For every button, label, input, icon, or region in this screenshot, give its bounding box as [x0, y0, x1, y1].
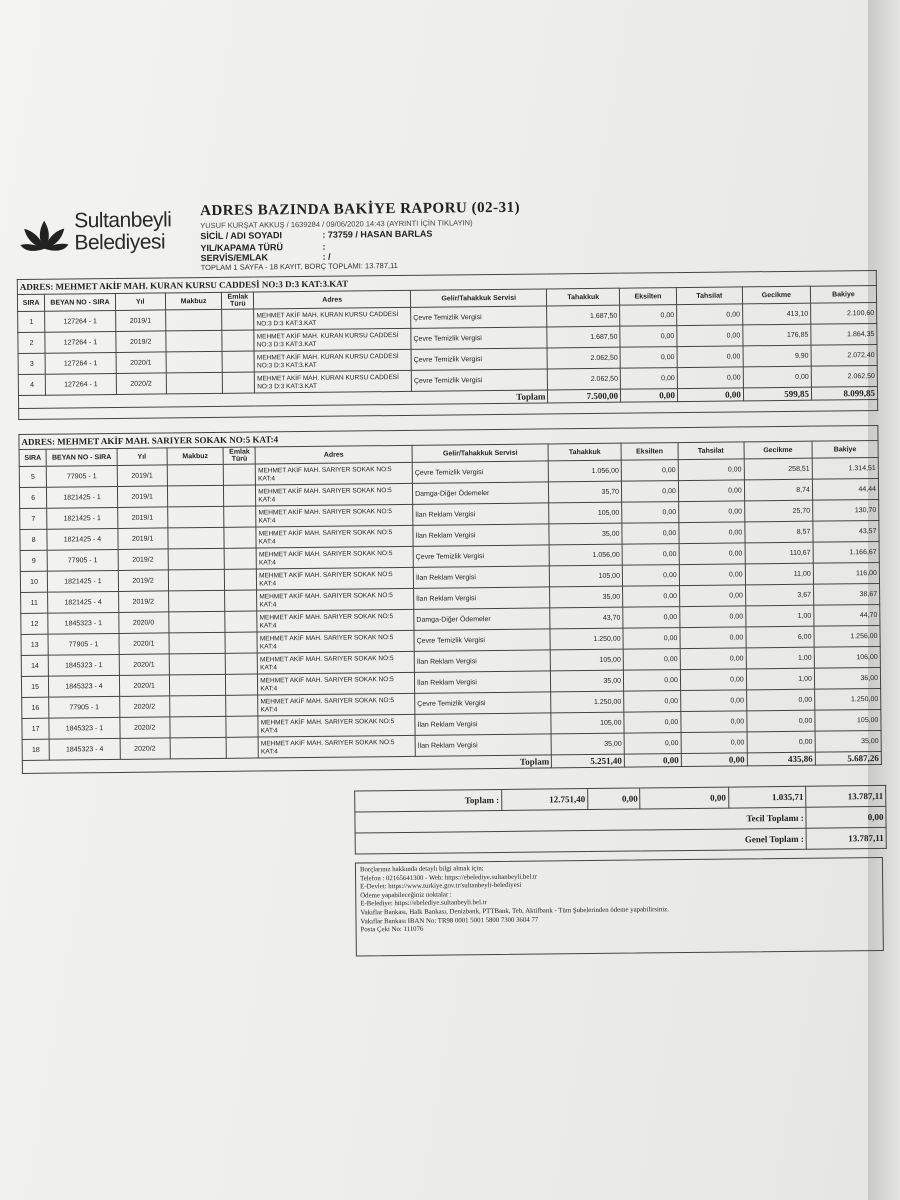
servis-value: : /: [322, 251, 331, 262]
cell-adres: MEHMET AKİF MAH. SARIYER SOKAK NO:5 KAT:4: [255, 462, 412, 485]
cell-gelir: Çevre Temizlik Vergisi: [411, 306, 548, 328]
cell-tahakkuk: 43,70: [550, 607, 623, 629]
cell-tahakkuk: 2.062,50: [547, 347, 620, 369]
column-header-makbuz: Makbuz: [167, 447, 224, 465]
cell-makbuz: [168, 611, 225, 633]
municipality-logo: [18, 209, 189, 261]
cell-gecikme: 0,00: [747, 710, 815, 732]
cell-gelir: İlan Reklam Vergisi: [413, 503, 550, 525]
cell-tahsilat: 0,00: [678, 459, 744, 481]
cell-beyan: 1845323 - 1: [48, 612, 119, 634]
cell-tahakkuk: 1.250,00: [550, 628, 623, 650]
logo-subtitle: Belediyesi: [74, 230, 166, 255]
cell-beyan: 77905 - 1: [47, 549, 118, 571]
summary-eksilten: 0,00: [588, 788, 641, 810]
column-header-tahakkuk: Tahakkuk: [547, 288, 620, 306]
cell-bakiye: 2.062,50: [811, 365, 877, 387]
sicil-row: [200, 228, 433, 242]
cell-tahakkuk: 105,00: [551, 649, 624, 671]
cell-tahakkuk: 105,00: [550, 565, 623, 587]
cell-eksilten: 0,00: [623, 649, 680, 671]
cell-tahsilat: 0,00: [680, 627, 746, 649]
cell-tahsilat: 0,00: [678, 501, 744, 523]
cell-gecikme: 1,00: [746, 647, 814, 669]
column-header-beyan: BEYAN NO - SIRA: [46, 448, 117, 466]
section-total-label: Toplam: [22, 755, 551, 774]
column-header-gelir: Gelir/Tahakkuk Servisi: [410, 289, 546, 307]
cell-makbuz: [167, 485, 224, 507]
cell-bakiye: 44,70: [814, 604, 880, 626]
cell-bakiye: 1.864,35: [811, 323, 877, 345]
cell-sira: 18: [22, 739, 49, 760]
cell-bakiye: 130,70: [813, 499, 879, 521]
cell-eksilten: 0,00: [623, 586, 680, 608]
cell-eksilten: 0,00: [621, 460, 678, 482]
cell-bakiye: 105,00: [815, 709, 881, 731]
column-header-eksilten: Eksilten: [619, 288, 676, 306]
cell-tahsilat: 0,00: [677, 325, 743, 347]
cell-tahsilat: 0,00: [679, 564, 745, 586]
cell-emlak: [225, 611, 257, 632]
cell-adres: MEHMET AKİF MAH. SARIYER SOKAK NO:5 KAT:4: [257, 567, 414, 590]
address-section-table: [17, 270, 878, 409]
cell-makbuz: [169, 695, 226, 717]
cell-beyan: 1845323 - 4: [49, 675, 120, 697]
cell-bakiye: 36,00: [814, 667, 880, 689]
cell-bakiye: 38,67: [813, 583, 879, 605]
sicil-value: : 73759 / HASAN BARLAS: [322, 228, 433, 240]
column-header-tahakkuk: Tahakkuk: [548, 443, 621, 461]
cell-adres: MEHMET AKİF MAH. SARIYER SOKAK NO:5 KAT:4: [257, 609, 414, 632]
cell-gelir: Çevre Temizlik Vergisi: [412, 461, 549, 483]
column-header-bakiye: Bakiye: [812, 440, 878, 458]
cell-gecikme: 258,51: [744, 458, 812, 480]
summary-tahakkuk: 12.751,40: [502, 789, 588, 811]
cell-yil: 2019/1: [115, 310, 165, 332]
cell-makbuz: [170, 716, 227, 738]
cell-emlak: [224, 464, 256, 485]
cell-yil: 2019/1: [118, 528, 168, 550]
column-header-adres: Adres: [254, 290, 411, 309]
cell-gelir: Damga-Diğer Ödemeler: [414, 608, 551, 630]
cell-emlak: [226, 695, 258, 716]
cell-eksilten: 0,00: [621, 481, 678, 503]
contact-line: E-Belediye: https://ebelediye.sultanbeyli.bel.tr: [360, 899, 487, 908]
column-header-adres: Adres: [255, 445, 412, 464]
tecil-value: 0,00: [806, 806, 886, 828]
cell-beyan: 1821425 - 1: [48, 570, 119, 592]
cell-yil: 2020/1: [119, 654, 169, 676]
cell-yil: 2019/2: [118, 570, 168, 592]
cell-eksilten: 0,00: [623, 670, 680, 692]
column-header-makbuz: Makbuz: [165, 292, 222, 310]
cell-gelir: İlan Reklam Vergisi: [415, 713, 552, 735]
tulip-icon: [18, 216, 70, 259]
column-header-sira: SIRA: [17, 294, 44, 311]
section-total-gecikme: 435,86: [747, 752, 815, 766]
cell-yil: 2019/1: [117, 486, 167, 508]
cell-sira: 15: [21, 676, 48, 697]
section-total-tahakkuk: 7.500,00: [548, 389, 621, 403]
report-meta-text: YUSUF KURŞAT AKKUŞ / 1639284 / 09/06/2020 14:43: [200, 219, 385, 231]
contact-line: Posta Çeki No: 111076: [360, 925, 424, 934]
section-total-gecikme: 599,85: [743, 387, 811, 401]
summary-table: [354, 785, 887, 855]
genel-row: [355, 827, 886, 854]
report-document: [16, 196, 884, 960]
cell-makbuz: [166, 372, 223, 394]
cell-sira: 13: [21, 634, 48, 655]
cell-eksilten: 0,00: [620, 305, 677, 327]
cell-adres: MEHMET AKİF MAH. SARIYER SOKAK NO:5 KAT:4: [258, 714, 415, 737]
cell-emlak: [225, 569, 257, 590]
contact-line: Ödeme yapabileceğiniz noktalar :: [360, 891, 452, 900]
cell-adres: MEHMET AKİF MAH. SARIYER SOKAK NO:5 KAT:4: [258, 672, 415, 695]
cell-bakiye: 2.100,60: [811, 302, 877, 324]
cell-tahakkuk: 1.056,00: [549, 544, 622, 566]
cell-makbuz: [168, 548, 225, 570]
cell-makbuz: [168, 590, 225, 612]
summary-gecikme: 1.035,71: [728, 786, 806, 808]
cell-tahsilat: 0,00: [681, 732, 747, 754]
cell-gelir: İlan Reklam Vergisi: [414, 650, 551, 672]
section-total-tahsilat: 0,00: [681, 753, 747, 767]
cell-emlak: [224, 506, 256, 527]
cell-sira: 4: [18, 374, 45, 395]
yil-row: [200, 241, 326, 254]
column-header-tahsilat: Tahsilat: [676, 287, 742, 305]
cell-tahakkuk: 1.687,50: [547, 326, 620, 348]
cell-emlak: [226, 653, 258, 674]
cell-yil: 2020/2: [116, 373, 166, 395]
column-header-emlak: Emlak Türü: [222, 292, 254, 309]
logo-name: Sultanbeyli: [74, 208, 172, 233]
genel-value: 13.787,11: [806, 827, 886, 849]
cell-gelir: Çevre Temizlik Vergisi: [413, 545, 550, 567]
cell-makbuz: [170, 737, 227, 759]
cell-adres: MEHMET AKİF MAH. SARIYER SOKAK NO:5 KAT:4: [256, 525, 413, 548]
cell-tahsilat: 0,00: [679, 585, 745, 607]
cell-sira: 7: [20, 508, 47, 529]
contact-line: Vakıflar Bankası, Halk Bankası, Denizbank, PTTBank, Teb, Aktifbank - Tüm Şubelerinden ödeme yapabilirsiniz.: [360, 906, 669, 917]
section-total-label: Toplam: [18, 390, 547, 409]
cell-gecikme: 0,00: [747, 731, 815, 753]
yil-value: :: [322, 241, 326, 252]
cell-adres: MEHMET AKİF MAH. KURAN KURSU CADDESİ NO:3 D:3 KAT:3.KAT: [255, 370, 412, 393]
cell-gelir: İlan Reklam Vergisi: [413, 566, 550, 588]
cell-emlak: [227, 737, 259, 758]
cell-gecikme: 8,74: [744, 479, 812, 501]
cell-emlak: [223, 351, 255, 372]
cell-beyan: 1821425 - 4: [47, 528, 118, 550]
cell-bakiye: 1.166,67: [813, 541, 879, 563]
section-total-bakiye: 8.099,85: [811, 386, 877, 400]
cell-beyan: 77905 - 1: [46, 465, 117, 487]
cell-adres: MEHMET AKİF MAH. SARIYER SOKAK NO:5 KAT:4: [257, 651, 414, 674]
cell-makbuz: [169, 632, 226, 654]
cell-eksilten: 0,00: [622, 502, 679, 524]
cell-beyan: 77905 - 1: [48, 633, 119, 655]
cell-yil: 2019/1: [117, 507, 167, 529]
contact-line: Vakıflar Bankası IBAN No: TR98 0001 5001 5800 7300 3604 77: [360, 916, 539, 925]
cell-gelir: İlan Reklam Vergisi: [413, 524, 550, 546]
cell-yil: 2019/1: [117, 465, 167, 487]
column-header-gecikme: Gecikme: [742, 286, 810, 304]
cell-makbuz: [167, 464, 224, 486]
report-header: [16, 196, 877, 263]
section-total-eksilten: 0,00: [621, 389, 678, 403]
cell-tahsilat: 0,00: [680, 669, 746, 691]
cell-tahakkuk: 105,00: [549, 502, 622, 524]
cell-gecikme: 1,00: [746, 668, 814, 690]
column-header-tahsilat: Tahsilat: [678, 442, 744, 460]
cell-gelir: İlan Reklam Vergisi: [414, 587, 551, 609]
cell-gecikme: 0,00: [746, 689, 814, 711]
cell-adres: MEHMET AKİF MAH. SARIYER SOKAK NO:5 KAT:4: [257, 630, 414, 653]
column-header-gelir: Gelir/Tahakkuk Servisi: [412, 444, 548, 462]
cell-tahsilat: 0,00: [679, 543, 745, 565]
cell-beyan: 127264 - 1: [46, 373, 117, 395]
column-header-sira: SIRA: [19, 449, 46, 466]
cell-gelir: İlan Reklam Vergisi: [415, 734, 552, 756]
cell-emlak: [225, 632, 257, 653]
cell-yil: 2019/2: [118, 591, 168, 613]
cell-adres: MEHMET AKİF MAH. SARIYER SOKAK NO:5 KAT:4: [257, 588, 414, 611]
summary-bakiye: 13.787,11: [806, 785, 886, 807]
cell-gelir: Çevre Temizlik Vergisi: [411, 327, 548, 349]
cell-emlak: [224, 527, 256, 548]
cell-tahsilat: 0,00: [679, 522, 745, 544]
cell-emlak: [226, 674, 258, 695]
contact-line: Borçlarınız hakkında detaylı bilgi almak için;: [359, 865, 484, 874]
cell-beyan: 127264 - 1: [45, 310, 116, 332]
cell-beyan: 1845323 - 4: [49, 738, 120, 760]
cell-adres: MEHMET AKİF MAH. SARIYER SOKAK NO:5 KAT:4: [256, 546, 413, 569]
cell-eksilten: 0,00: [622, 565, 679, 587]
cell-yil: 2020/1: [119, 675, 169, 697]
servis-row: [200, 251, 331, 264]
cell-bakiye: 116,00: [813, 562, 879, 584]
cell-sira: 16: [22, 697, 49, 718]
cell-tahakkuk: 1.250,00: [551, 691, 624, 713]
cell-gecikme: 176,85: [743, 324, 811, 346]
summary-line: TOPLAM 1 SAYFA - 18 KAYIT, BORÇ TOPLAMI: 13.787,11: [200, 261, 398, 273]
cell-tahsilat: 0,00: [677, 367, 743, 389]
cell-eksilten: 0,00: [622, 523, 679, 545]
cell-tahsilat: 0,00: [676, 304, 742, 326]
cell-tahakkuk: 35,00: [549, 523, 622, 545]
cell-yil: 2020/2: [120, 717, 170, 739]
cell-beyan: 77905 - 1: [49, 696, 120, 718]
cell-gecikme: 8,57: [745, 521, 813, 543]
cell-tahakkuk: 35,70: [549, 481, 622, 503]
cell-makbuz: [169, 674, 226, 696]
address-section-table: [18, 425, 882, 774]
cell-eksilten: 0,00: [623, 607, 680, 629]
cell-beyan: 1821425 - 1: [47, 486, 118, 508]
cell-eksilten: 0,00: [623, 628, 680, 650]
cell-sira: 3: [18, 353, 45, 374]
cell-makbuz: [166, 351, 223, 373]
cell-tahsilat: 0,00: [680, 648, 746, 670]
cell-tahsilat: 0,00: [681, 711, 747, 733]
cell-adres: MEHMET AKİF MAH. SARIYER SOKAK NO:5 KAT:4: [256, 483, 413, 506]
cell-bakiye: 1.256,00: [814, 625, 880, 647]
cell-gelir: Çevre Temizlik Vergisi: [411, 348, 548, 370]
cell-gelir: Damga-Diğer Ödemeler: [412, 482, 549, 504]
cell-beyan: 127264 - 1: [45, 331, 116, 353]
cell-bakiye: 43,57: [813, 520, 879, 542]
cell-adres: MEHMET AKİF MAH. SARIYER SOKAK NO:5 KAT:4: [258, 735, 415, 758]
cell-bakiye: 2.072,40: [811, 344, 877, 366]
section-total-bakiye: 5.687,26: [815, 751, 881, 765]
section-total-tahakkuk: 5.251,40: [552, 754, 625, 768]
cell-gelir: Çevre Temizlik Vergisi: [411, 369, 548, 391]
cell-adres: MEHMET AKİF MAH. KURAN KURSU CADDESİ NO:3 D:3 KAT:3.KAT: [254, 349, 411, 372]
sicil-label: SİCİL / ADI SOYADI: [200, 230, 283, 242]
cell-sira: 5: [19, 466, 46, 487]
cell-yil: 2019/2: [116, 331, 166, 353]
cell-sira: 12: [21, 613, 48, 634]
cell-eksilten: 0,00: [620, 347, 677, 369]
cell-sira: 17: [22, 718, 49, 739]
cell-gecikme: 110,67: [745, 542, 813, 564]
cell-tahakkuk: 1.056,00: [549, 460, 622, 482]
cell-bakiye: 35,00: [815, 730, 881, 752]
cell-gecikme: 9,90: [743, 345, 811, 367]
cell-eksilten: 0,00: [622, 544, 679, 566]
cell-gecikme: 413,10: [742, 303, 810, 325]
cell-tahakkuk: 105,00: [551, 712, 624, 734]
column-header-eksilten: Eksilten: [621, 443, 678, 461]
cell-makbuz: [169, 653, 226, 675]
cell-yil: 2020/2: [119, 696, 169, 718]
cell-bakiye: 44,44: [812, 478, 878, 500]
yil-label: YIL/KAPAMA TÜRÜ: [200, 242, 284, 254]
cell-eksilten: 0,00: [624, 712, 681, 734]
cell-gecikme: 25,70: [744, 500, 812, 522]
cell-tahakkuk: 1.687,50: [547, 305, 620, 327]
cell-emlak: [222, 309, 254, 330]
servis-label: SERVİS/EMLAK: [200, 252, 268, 264]
sections-container: [17, 270, 882, 774]
column-header-gecikme: Gecikme: [744, 441, 812, 459]
section-address: ADRES: MEHMET AKİF MAH. SARIYER SOKAK NO:5 KAT:4: [19, 425, 878, 449]
cell-sira: 1: [18, 311, 45, 332]
cell-yil: 2020/2: [120, 738, 170, 760]
cell-yil: 2020/1: [116, 352, 166, 374]
cell-gecikme: 0,00: [743, 366, 811, 388]
section-total-tahsilat: 0,00: [677, 388, 743, 402]
cell-makbuz: [167, 506, 224, 528]
cell-eksilten: 0,00: [620, 326, 677, 348]
cell-adres: MEHMET AKİF MAH. KURAN KURSU CADDESİ NO:3 D:3 KAT:3.KAT: [254, 307, 411, 330]
cell-adres: MEHMET AKİF MAH. SARIYER SOKAK NO:5 KAT:4: [256, 504, 413, 527]
cell-yil: 2020/1: [119, 633, 169, 655]
cell-emlak: [222, 330, 254, 351]
cell-gecikme: 11,00: [745, 563, 813, 585]
cell-yil: 2019/2: [118, 549, 168, 571]
cell-adres: MEHMET AKİF MAH. KURAN KURSU CADDESİ NO:3 D:3 KAT:3.KAT: [254, 328, 411, 351]
cell-tahsilat: 0,00: [680, 606, 746, 628]
cell-gelir: Çevre Temizlik Vergisi: [415, 692, 552, 714]
cell-gelir: İlan Reklam Vergisi: [414, 671, 551, 693]
cell-adres: MEHMET AKİF MAH. SARIYER SOKAK NO:5 KAT:4: [258, 693, 415, 716]
cell-emlak: [223, 372, 255, 393]
cell-beyan: 127264 - 1: [45, 352, 116, 374]
cell-yil: 2020/0: [118, 612, 168, 634]
cell-tahakkuk: 35,00: [550, 586, 623, 608]
cell-gecikme: 3,67: [745, 584, 813, 606]
column-header-bakiye: Bakiye: [810, 285, 876, 303]
report-title: ADRES BAZINDA BAKİYE RAPORU (02-31): [199, 199, 521, 220]
cell-emlak: [225, 590, 257, 611]
cell-eksilten: 0,00: [624, 733, 681, 755]
cell-eksilten: 0,00: [620, 368, 677, 390]
cell-tahsilat: 0,00: [677, 346, 743, 368]
cell-sira: 9: [20, 550, 47, 571]
column-header-beyan: BEYAN NO - SIRA: [45, 293, 116, 311]
cell-beyan: 1845323 - 1: [48, 654, 119, 676]
cell-bakiye: 1.250,00: [814, 688, 880, 710]
contact-info-box: [355, 857, 884, 957]
cell-makbuz: [168, 569, 225, 591]
summary-tahsilat: 0,00: [640, 787, 728, 809]
cell-sira: 6: [19, 487, 46, 508]
cell-beyan: 1845323 - 1: [49, 717, 120, 739]
details-link[interactable]: (AYRINTI İÇİN TIKLAYIN): [386, 218, 473, 229]
cell-emlak: [226, 716, 258, 737]
cell-sira: 10: [20, 571, 47, 592]
column-header-yil: Yıl: [117, 448, 167, 466]
contact-line: Telefon : 02165641300 - Web: https://ebelediye.sultanbeyli.bel.tr: [360, 873, 538, 883]
cell-bakiye: 1.314,51: [812, 457, 878, 479]
section-address: ADRES: MEHMET AKİF MAH. KURAN KURSU CADDESİ NO:3 D:3 KAT:3.KAT: [17, 270, 876, 294]
cell-makbuz: [165, 309, 222, 331]
cell-sira: 8: [20, 529, 47, 550]
cell-makbuz: [168, 527, 225, 549]
cell-sira: 11: [21, 592, 48, 613]
genel-label: Genel Toplam :: [355, 828, 806, 854]
column-header-emlak: Emlak Türü: [224, 447, 256, 464]
cell-tahsilat: 0,00: [678, 480, 744, 502]
cell-tahakkuk: 35,00: [551, 733, 624, 755]
cell-emlak: [224, 485, 256, 506]
contact-line: E-Devlet: https://www.turkiye.gov.tr/sultanbeyli-belediyesi: [360, 881, 522, 891]
cell-beyan: 1821425 - 4: [48, 591, 119, 613]
cell-eksilten: 0,00: [624, 691, 681, 713]
cell-gecikme: 6,00: [746, 626, 814, 648]
cell-makbuz: [166, 330, 223, 352]
cell-sira: 14: [21, 655, 48, 676]
cell-gelir: Çevre Temizlik Vergisi: [414, 629, 551, 651]
column-header-yil: Yıl: [115, 293, 165, 311]
section-total-eksilten: 0,00: [624, 754, 681, 768]
cell-tahsilat: 0,00: [680, 690, 746, 712]
summary-total-label: Toplam :: [355, 789, 502, 812]
cell-bakiye: 106,00: [814, 646, 880, 668]
cell-sira: 2: [18, 332, 45, 353]
cell-emlak: [225, 548, 257, 569]
cell-gecikme: 1,00: [745, 605, 813, 627]
cell-beyan: 1821425 - 1: [47, 507, 118, 529]
cell-tahakkuk: 2.062,50: [548, 368, 621, 390]
tecil-label: Tecil Toplamı :: [355, 807, 806, 833]
cell-tahakkuk: 35,00: [551, 670, 624, 692]
